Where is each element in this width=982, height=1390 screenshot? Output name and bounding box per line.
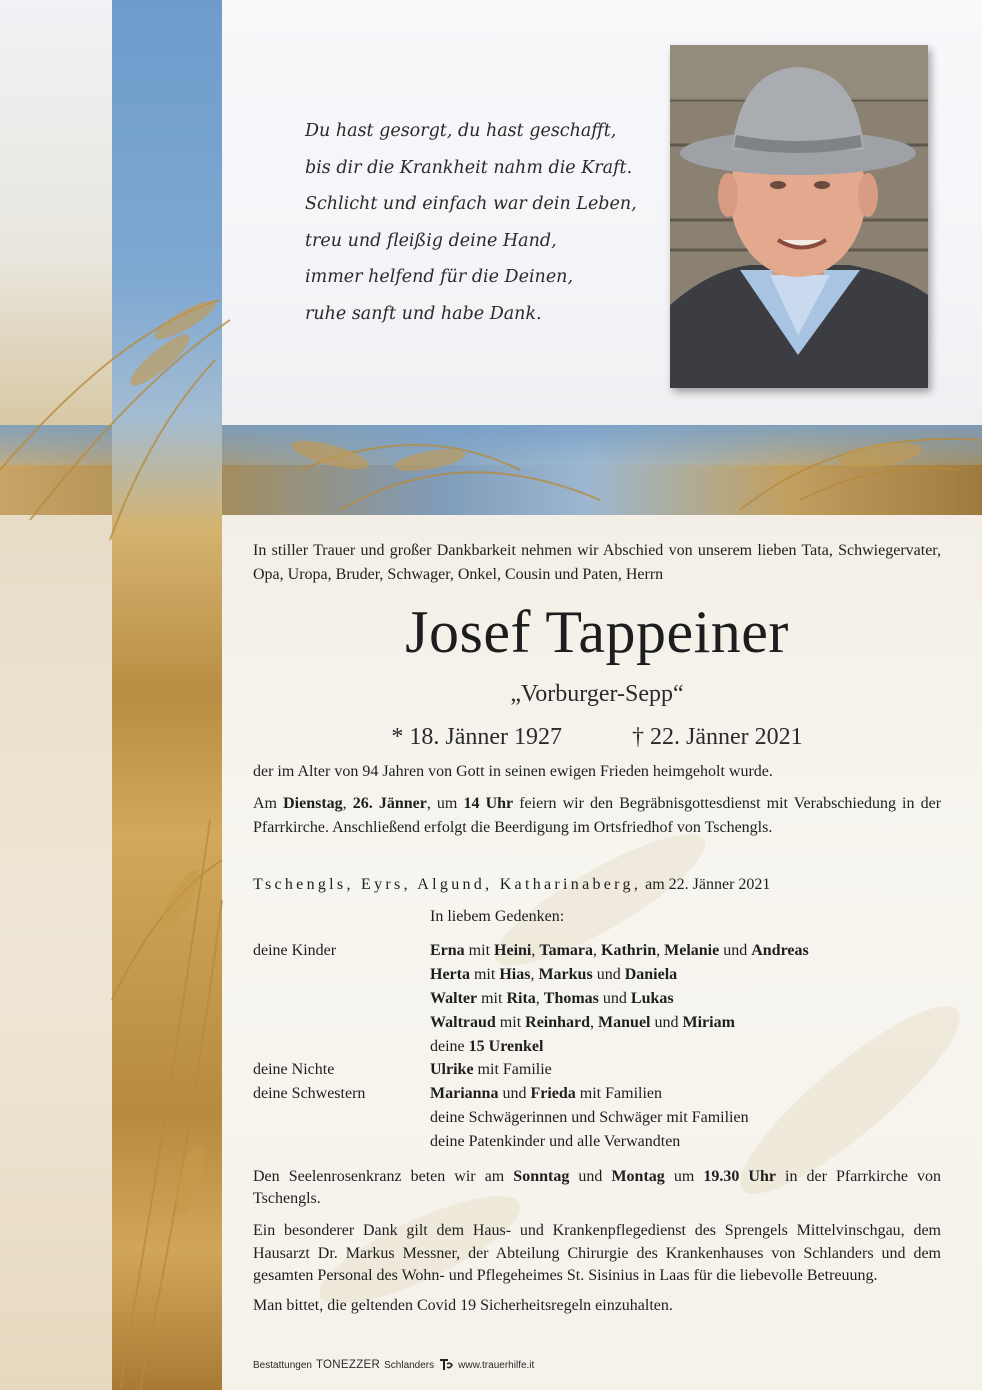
place-names: Tschengls, Eyrs, Algund, Katharinaberg, [253, 876, 642, 893]
family-row: Ulrike mit Familie [430, 1061, 552, 1078]
footer [253, 1358, 534, 1372]
footer-town: Schlanders [384, 1359, 435, 1371]
cross-vertical-beam [112, 0, 222, 1390]
family-row: deine Schwägerinnen und Schwäger mit Familien [430, 1109, 749, 1126]
poem-line: Schlicht und einfach war dein Leben, [305, 194, 637, 214]
nickname: „Vorburger-Sepp“ [510, 681, 684, 707]
poem-line: bis dir die Krankheit nahm die Kraft. [305, 157, 633, 178]
family-row: Waltraud mit Reinhard, Manuel und Miriam [430, 1014, 735, 1031]
poem [305, 113, 665, 332]
rosary-text: Den Seelenrosenkranz beten wir am Sonntag und Montag um 19.30 Uhr in der Pfarrkirche von Tschengls. [253, 1168, 941, 1207]
family-row: Erna mit Heini, Tamara, Kathrin, Melanie und Andreas [430, 942, 809, 959]
deceased-name: Josef Tappeiner [405, 599, 789, 665]
age-text: der im Alter von 94 Jahren von Gott in seinen ewigen Frieden heimgeholt wurde. [253, 763, 773, 780]
left-margin-bottom [0, 515, 112, 1390]
left-margin-top [0, 0, 112, 425]
family-row: Herta mit Hias, Markus und Daniela [430, 966, 678, 983]
footer-prefix: Bestattungen [253, 1359, 312, 1371]
schwestern-label: deine Schwestern [253, 1085, 366, 1102]
place-date [253, 873, 941, 897]
family-row: Marianna und Frieda mit Familien [430, 1085, 662, 1102]
memory-heading: In liebem Gedenken: [430, 908, 565, 925]
nichte-label: deine Nichte [253, 1061, 335, 1078]
family-row: deine 15 Urenkel [430, 1038, 544, 1055]
place-date-text: am 22. Jänner 2021 [641, 876, 771, 893]
family-row: deine Patenkinder und alle Verwandten [430, 1133, 681, 1150]
birth-date: * 18. Jänner 1927 [391, 724, 562, 750]
portrait-photo [670, 45, 928, 388]
life-dates [253, 721, 941, 753]
footer-url: www.trauerhilfe.it [458, 1359, 535, 1371]
poem-line: Du hast gesorgt, du hast geschafft, [305, 121, 617, 141]
poem-line: ruhe sanft und habe Dank. [305, 303, 542, 324]
footer-brand: TONEZZER [315, 1359, 381, 1371]
poem-line: immer helfend für die Deinen, [305, 267, 574, 287]
service-text: Am Dienstag, 26. Jänner, um 14 Uhr feiern wir den Begräbnisgottesdienst mit Verabschiedung in der Pfarrkirche. Anschließend erfolgt die Beerdigung im Ortsfriedhof von Tschengls. [253, 795, 942, 836]
thanks-text: Ein besonderer Dank gilt dem Haus- und Krankenpflegedienst des Sprengels Mittelvinschgau, dem Hausarzt Dr. Markus Messner, der Abteilung Chirurgie des Krankenhauses von Schlanders und dem gesamten Personal des Wohn- und Pflegeheimes St. Sisinius in Laas für die liebevolle Betreuung. [253, 1222, 941, 1284]
trauerhilfe-logo-icon [438, 1358, 454, 1372]
kinder-label: deine Kinder [253, 942, 337, 959]
covid-note: Man bittet, die geltenden Covid 19 Sicherheitsregeln einzuhalten. [253, 1297, 673, 1314]
intro-text: In stiller Trauer und großer Dankbarkeit nehmen wir Abschied von unserem lieben Tata, Schwiegervater, Opa, Uropa, Bruder, Schwager, Onkel, Cousin und Paten, Herrn [253, 542, 941, 583]
poem-line: treu und fleißig deine Hand, [305, 230, 557, 251]
death-date: † 22. Jänner 2021 [632, 724, 803, 750]
family-row: Walter mit Rita, Thomas und Lukas [430, 990, 674, 1007]
